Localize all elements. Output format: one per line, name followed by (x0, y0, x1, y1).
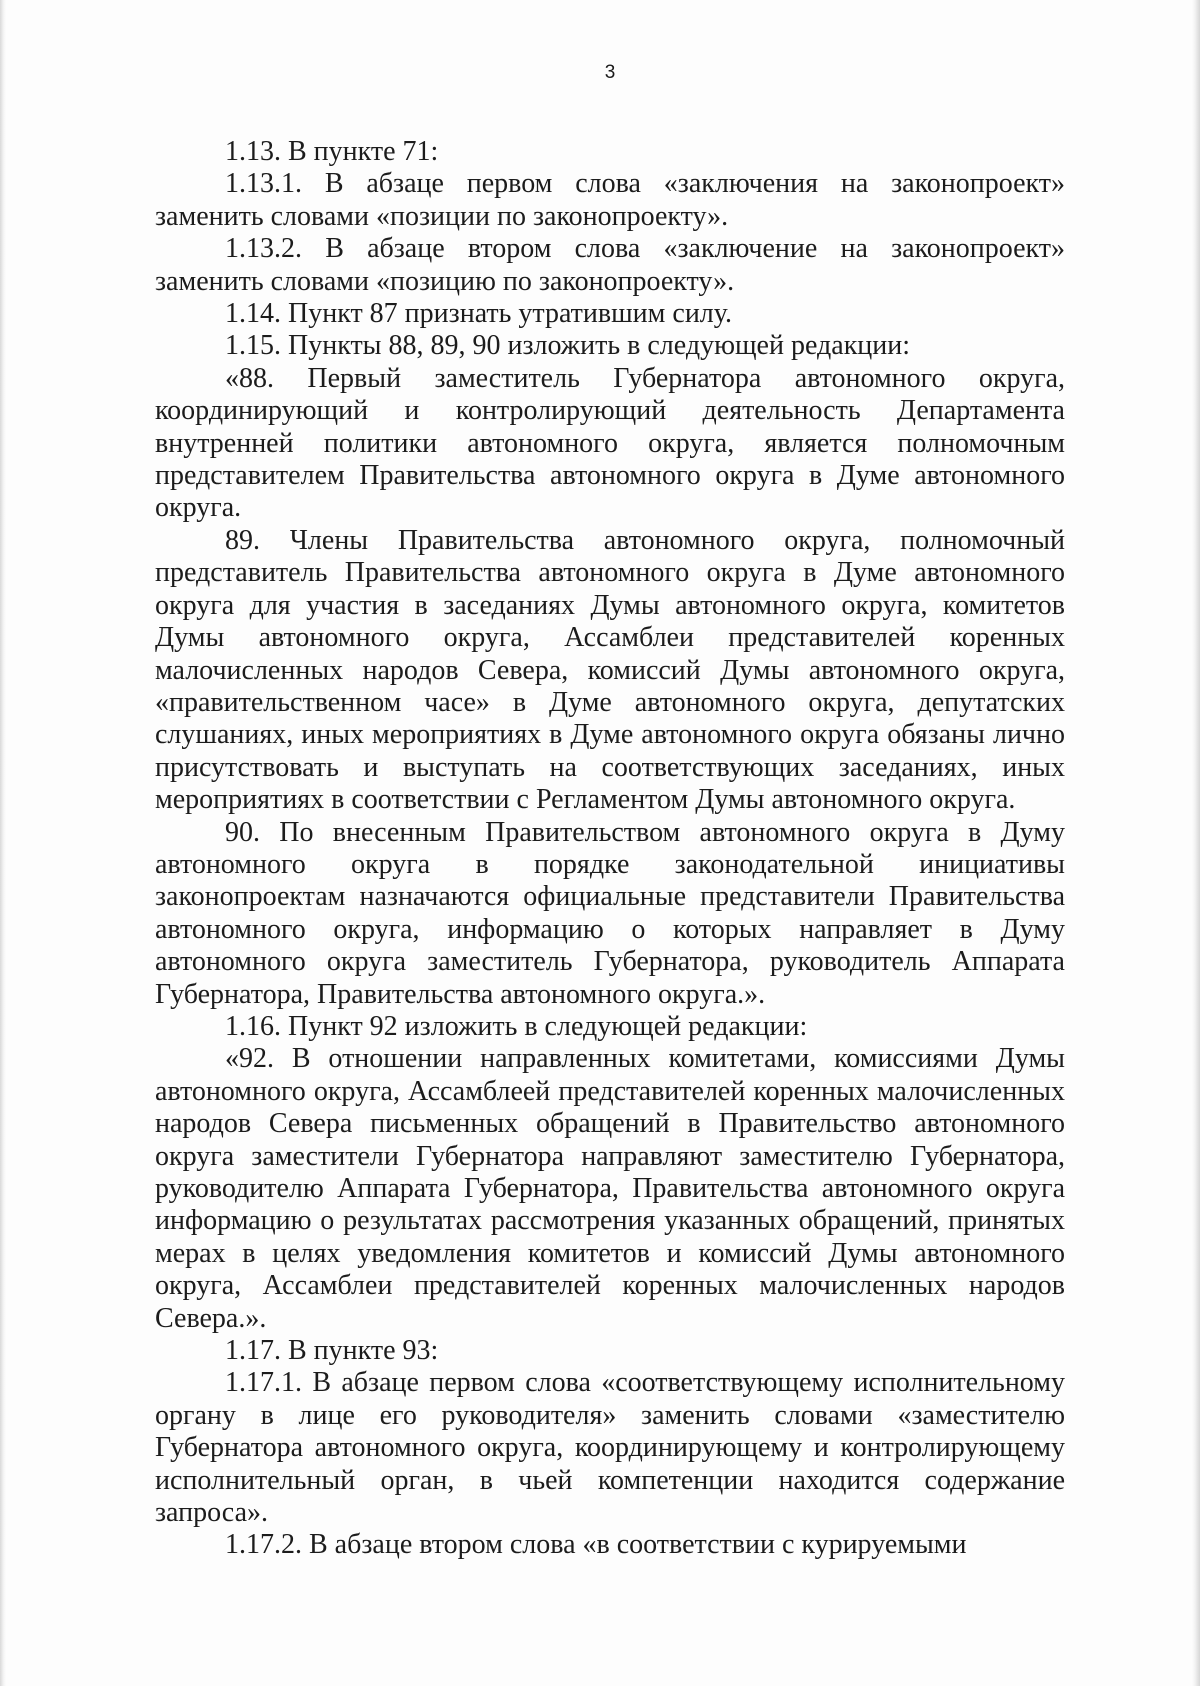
paragraph-1-13: 1.13. В пункте 71: (225, 136, 439, 167)
paragraph-1-17-2: 1.17.2. В абзаце втором слова «в соответствии с курируемыми (225, 1529, 967, 1561)
page-number: 3 (604, 62, 616, 83)
scan-edge-right (1192, 0, 1200, 1686)
paragraph-1-13-1: 1.13.1. В абзаце первом слова «заключения на законопроект» заменить словами «позиции по законопроекту». (155, 168, 1065, 232)
paragraph-1-14: 1.14. Пункт 87 признать утратившим силу. (225, 298, 732, 330)
paragraph-88: «88. Первый заместитель Губернатора автономного округа, координирующий и контролирующий деятельность Департамента внутренней политики автономного округа, является полномочным представителем Правительства автономного округа в Думе автономного округа. (155, 362, 1065, 524)
scan-edge-left (0, 0, 6, 1686)
paragraph-1-17-1: 1.17.1. В абзаце первом слова «соответствующему исполнительному органу в лице его руководителя» заменить словами «заместителю Губернатора автономного округа, координирующему и контролирующему исполнительный орган, в чьей компетенции находится содержание запроса». (155, 1367, 1065, 1529)
paragraph-1-17: 1.17. В пункте 93: (225, 1335, 439, 1367)
paragraph-92: «92. В отношении направленных комитетами, комиссиями Думы автономного округа, Ассамблеей представителей коренных малочисленных народов Севера письменных обращений в Правительство автономного округа заместители Губернатора направляют заместителю Губернатора, руководителю Аппарата Губернатора, Правительства автономного округа информацию о результатах рассмотрения указанных обращений, принятых мерах в целях уведомления комитетов и комиссий Думы автономного округа, Ассамблеи представителей коренных малочисленных народов Севера.». (155, 1043, 1065, 1334)
paragraph-90: 90. По внесенным Правительством автономного округа в Думу автономного округа в порядке законодательной инициативы законопроектам назначаются официальные представители Правительства автономного округа, информацию о которых направляет в Думу автономного округа заместитель Губернатора, руководитель Аппарата Губернатора, Правительства автономного округа.». (155, 816, 1065, 1010)
paragraph-1-13-2: 1.13.2. В абзаце втором слова «заключение на законопроект» заменить словами «позицию по законопроекту». (155, 233, 1065, 297)
paragraph-89: 89. Члены Правительства автономного округа, полномочный представитель Правительства автономного округа в Думе автономного округа для участия в заседаниях Думы автономного округа, комитетов Думы автономного округа, Ассамблеи представителей коренных малочисленных народов Севера, комиссий Думы автономного округа, «правительственном часе» в Думе автономного округа, депутатских слушаниях, иных мероприятиях в Думе автономного округа обязаны лично присутствовать и выступать на соответствующих заседаниях, иных мероприятиях в соответствии с Регламентом Думы автономного округа. (155, 524, 1065, 816)
paragraph-1-16: 1.16. Пункт 92 изложить в следующей редакции: (225, 1010, 808, 1042)
document-body (155, 136, 1065, 1562)
paragraph-1-15: 1.15. Пункты 88, 89, 90 изложить в следующей редакции: (225, 330, 911, 362)
